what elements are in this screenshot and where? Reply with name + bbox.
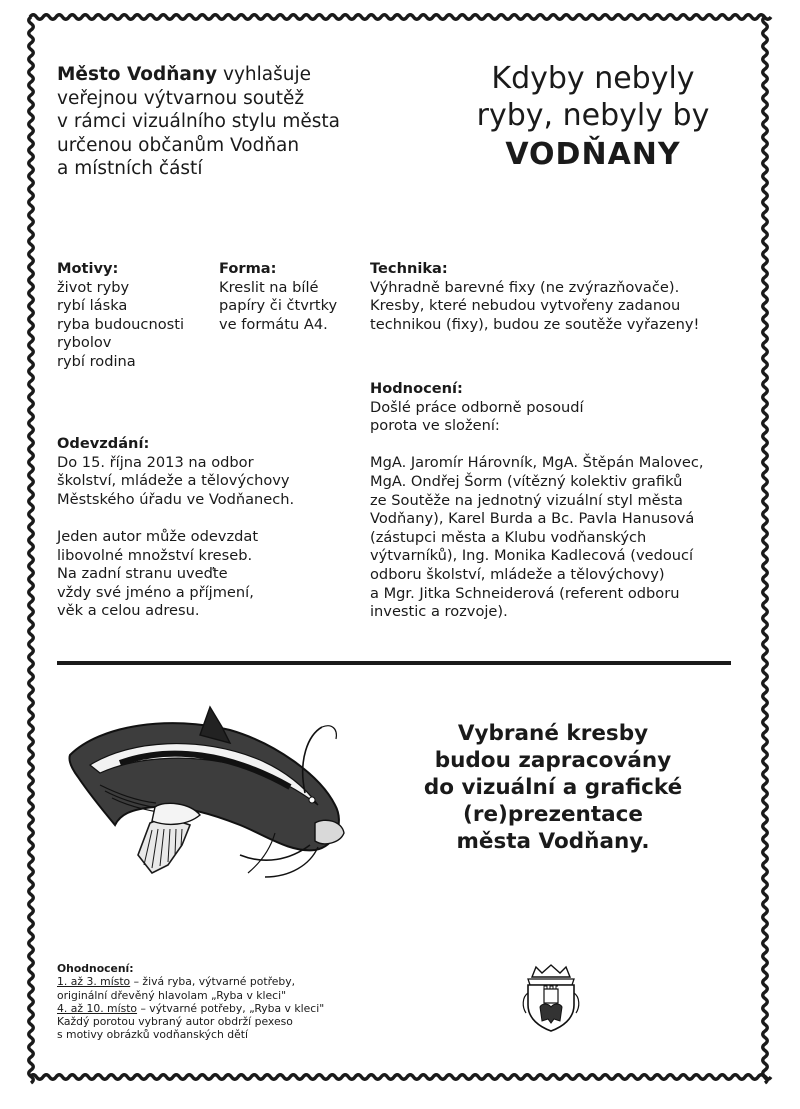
reward-line: Každý porotou vybraný autor obdrží pexeso — [57, 1015, 293, 1029]
hodnoceni-intro-line: Došlé práce odborně posoudí — [370, 398, 584, 416]
rewards-heading: Ohodnocení: — [57, 962, 134, 975]
technika-section — [370, 260, 699, 334]
intro-line: Město Vodňany vyhlašuje — [57, 64, 311, 85]
jury-line: MgA. Jaromír Hárovník, MgA. Štěpán Malovec, — [370, 454, 704, 472]
motivy-item: rybí rodina — [57, 352, 136, 370]
motivy-section — [57, 260, 184, 372]
odevzdani-line: Městského úřadu ve Vodňanech. — [57, 490, 295, 508]
hodnoceni-section — [370, 380, 704, 622]
odevzdani-section — [57, 435, 294, 621]
forma-line: ve formátu A4. — [219, 315, 328, 333]
odevzdani-heading: Odevzdání: — [57, 435, 150, 452]
reward-line: 4. až 10. místo – výtvarné potřeby, „Ryba v kleci" — [57, 1001, 325, 1015]
rewards-section — [57, 962, 324, 1042]
motivy-heading: Motivy: — [57, 260, 119, 277]
reward-line: originální dřevěný hlavolam „Ryba v kleci" — [57, 988, 287, 1002]
motivy-item: život ryby — [57, 278, 130, 296]
intro-line: a místních částí — [57, 158, 203, 179]
motivy-item: rybolov — [57, 334, 112, 352]
forma-heading: Forma: — [219, 260, 277, 277]
jury-line: investic a rozvoje). — [370, 603, 508, 621]
motivy-item: rybí láska — [57, 297, 128, 315]
forma-section — [219, 260, 337, 334]
headline — [433, 60, 753, 173]
forma-line: papíry či čtvrtky — [219, 297, 338, 315]
hodnoceni-heading: Hodnocení: — [370, 380, 463, 397]
hodnoceni-intro-line: porota ve složení: — [370, 417, 500, 435]
intro-line: v rámci vizuálního stylu města — [57, 111, 340, 132]
catfish-drawing — [60, 705, 360, 885]
technika-line: Kresby, které nebudou vytvořeny zadanou — [370, 297, 681, 315]
selected-line: budou zapracovány — [434, 748, 672, 773]
jury-line: ze Soutěže na jednotný vizuální styl města — [370, 491, 683, 509]
intro-line: určenou občanům Vodňan — [57, 134, 300, 156]
selected-line: (re)prezentace — [463, 802, 643, 827]
forma-line: Kreslit na bílé — [219, 278, 319, 296]
odevzdani-line: Na zadní stranu uveďte — [57, 565, 228, 583]
jury-line: (zástupci města a Klubu vodňanských — [370, 528, 647, 546]
headline-line: ryby, nebyly by — [476, 98, 710, 133]
odevzdani-line: Jeden autor může odevzdat — [57, 527, 259, 545]
intro-line: veřejnou výtvarnou soutěž — [57, 87, 305, 109]
selected-line: města Vodňany. — [456, 829, 650, 854]
headline-town: VODŇANY — [505, 137, 681, 172]
selected-works-text — [382, 720, 724, 855]
intro-text — [57, 63, 340, 181]
technika-line: Výhradně barevné fixy (ne zvýrazňovače). — [370, 278, 680, 296]
reward-line: 1. až 3. místo – živá ryba, výtvarné potřeby, — [57, 975, 296, 989]
jury-line: výtvarníků), Ing. Monika Kadlecová (vedoucí — [370, 547, 694, 565]
technika-line: technikou (fixy), budou ze soutěže vyřazeny! — [370, 315, 700, 333]
odevzdani-line: školství, mládeže a tělovýchovy — [57, 472, 290, 490]
reward-line: s motivy obrázků vodňanských dětí — [57, 1028, 248, 1042]
odevzdani-line: věk a celou adresu. — [57, 602, 200, 620]
motivy-item: ryba budoucnosti — [57, 315, 185, 333]
jury-line: a Mgr. Jitka Schneiderová (referent odboru — [370, 584, 680, 602]
jury-line: Vodňany), Karel Burda a Bc. Pavla Hanusová — [370, 510, 695, 528]
coat-of-arms-icon — [520, 963, 582, 1033]
headline-line: Kdyby nebyly — [491, 61, 695, 96]
odevzdani-line: libovolné množství kreseb. — [57, 546, 253, 564]
odevzdani-line: Do 15. října 2013 na odbor — [57, 453, 254, 471]
jury-line: odboru školství, mládeže a tělovýchovy) — [370, 565, 665, 583]
odevzdani-line: vždy své jméno a příjmení, — [57, 583, 254, 601]
selected-line: do vizuální a grafické — [423, 775, 683, 800]
technika-heading: Technika: — [370, 260, 448, 277]
horizontal-divider — [57, 661, 731, 665]
selected-line: Vybrané kresby — [457, 721, 649, 746]
jury-line: MgA. Ondřej Šorm (vítězný kolektiv grafiků — [370, 472, 683, 490]
